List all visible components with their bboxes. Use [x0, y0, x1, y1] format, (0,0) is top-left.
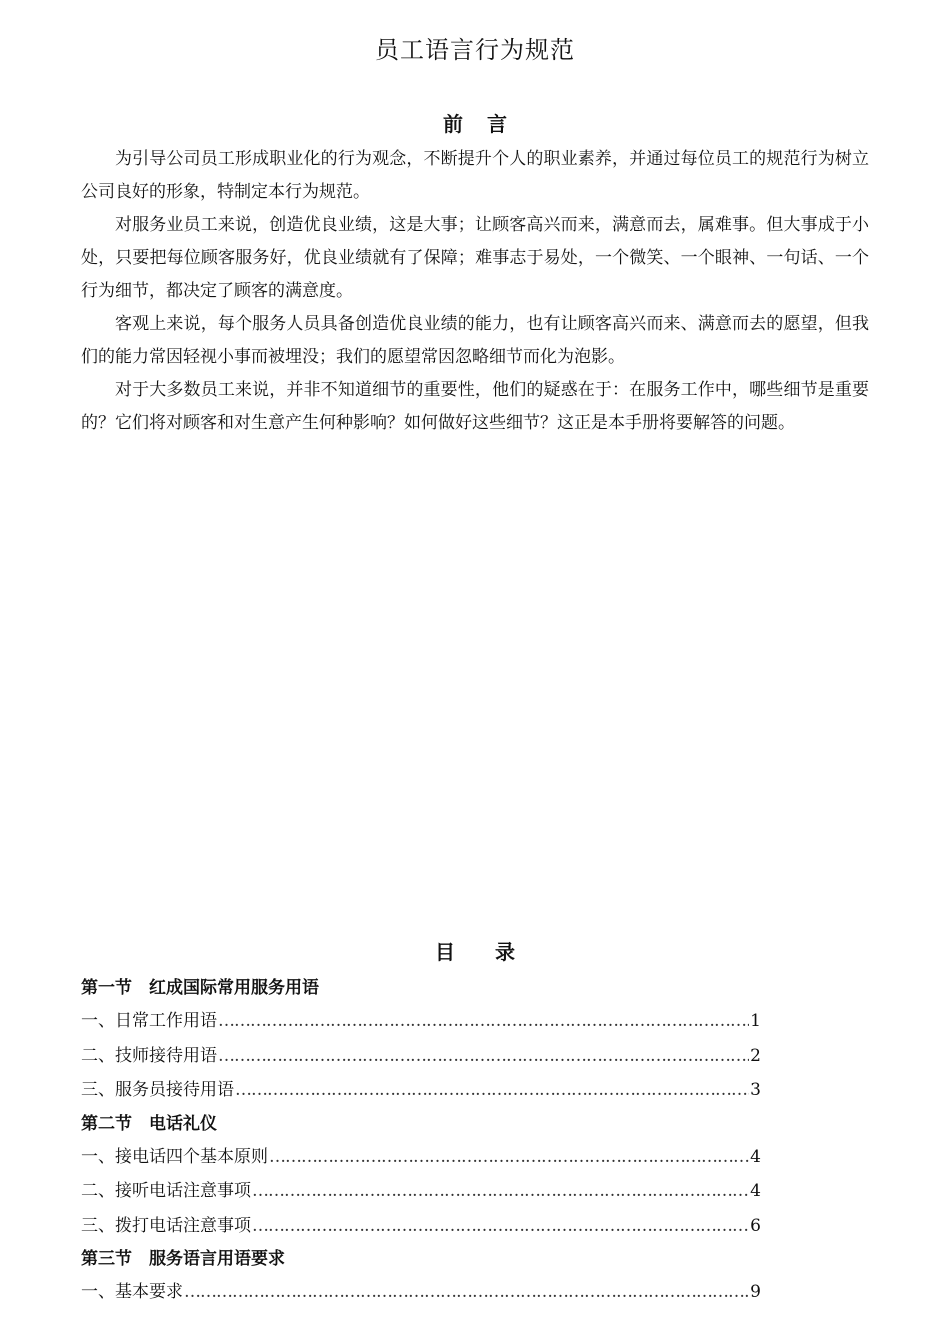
toc-page-number: 3 — [750, 1080, 761, 1100]
toc-entry[interactable] — [81, 1174, 761, 1209]
toc-entry-label: 三、拨打电话注意事项 — [81, 1215, 251, 1236]
toc-entry-label: 三、服务员接待用语 — [81, 1080, 234, 1100]
toc-leader-dots — [218, 1004, 749, 1039]
preface-paragraph: 为引导公司员工形成职业化的行为观念，不断提升个人的职业素养，并通过每位员工的规范行为树立公司良好的形象，特制定本行为规范。 — [81, 149, 869, 202]
preface-paragraph: 对于大多数员工来说，并非不知道细节的重要性，他们的疑惑在于：在服务工作中，哪些细节是重要的？它们将对顾客和对生意产生何种影响？如何做好这些细节？这正是本手册将要解答的问题。 — [81, 380, 869, 433]
preface-heading: 前言 — [443, 112, 531, 136]
toc-entry-label: 一、接电话四个基本原则 — [81, 1146, 268, 1167]
toc-page-number: 1 — [750, 1011, 761, 1031]
toc-entry-label: 一、基本要求 — [81, 1282, 183, 1302]
toc-entry-label: 二、接听电话注意事项 — [81, 1181, 251, 1201]
toc-entry[interactable] — [81, 1275, 761, 1310]
toc-page-number: 6 — [750, 1215, 761, 1236]
toc-section-title: 第一节 红成国际常用服务用语 — [81, 978, 319, 998]
toc-page-number: 4 — [750, 1181, 761, 1201]
preface-paragraph: 客观上来说，每个服务人员具备创造优良业绩的能力，也有让顾客高兴而来、满意而去的愿望，但我们的能力常因轻视小事而被埋没；我们的愿望常因忽略细节而化为泡影。 — [81, 314, 869, 367]
toc-page-number: 4 — [750, 1146, 761, 1167]
toc-heading: 目录 — [435, 940, 555, 964]
toc-leader-dots — [235, 1073, 749, 1108]
document-title: 员工语言行为规范 — [375, 36, 575, 64]
toc-leader-dots — [184, 1275, 749, 1310]
table-of-contents — [81, 972, 761, 1310]
preface-body — [81, 143, 869, 440]
toc-leader-dots — [252, 1174, 749, 1209]
toc-entry-label: 二、技师接待用语 — [81, 1045, 217, 1066]
toc-leader-dots — [269, 1140, 749, 1175]
toc-page-number: 2 — [750, 1045, 761, 1066]
toc-leader-dots — [218, 1039, 749, 1074]
toc-entry[interactable] — [81, 1140, 761, 1175]
toc-entry[interactable] — [81, 1073, 761, 1108]
toc-entry-label: 一、日常工作用语 — [81, 1011, 217, 1031]
toc-entry[interactable] — [81, 1209, 761, 1244]
toc-section-title: 第二节 电话礼仪 — [81, 1113, 217, 1134]
toc-entry[interactable] — [81, 1039, 761, 1074]
toc-section-title: 第三节 服务语言用语要求 — [81, 1249, 285, 1269]
toc-leader-dots — [252, 1209, 749, 1244]
toc-entry[interactable] — [81, 1004, 761, 1039]
preface-paragraph: 对服务业员工来说，创造优良业绩，这是大事；让顾客高兴而来，满意而去，属难事。但大事成于小处，只要把每位顾客服务好，优良业绩就有了保障；难事志于易处，一个微笑、一个眼神、一句话、一个行为细节，都决定了顾客的满意度。 — [81, 215, 869, 301]
toc-page-number: 9 — [750, 1282, 761, 1302]
